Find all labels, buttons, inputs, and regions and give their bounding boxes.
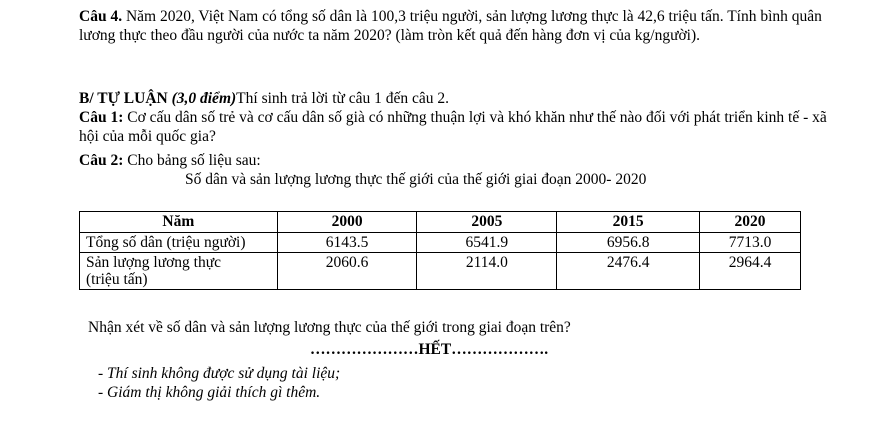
- data-table: [79, 211, 801, 290]
- population-2020: 7713.0: [700, 233, 801, 253]
- question-1: [79, 109, 839, 146]
- table-header-row: [80, 212, 801, 233]
- table-row-food-output: [80, 252, 801, 289]
- remark-question: Nhận xét về số dân và sản lượng lương thực của thế giới trong giai đoạn trên?: [88, 319, 571, 336]
- food-output-2005: 2114.0: [417, 252, 557, 289]
- question-4-text: Năm 2020, Việt Nam có tổng số dân là 100,3 triệu người, sản lượng lương thực là 42,6 triệu tấn. Tính bình quân lương thực theo đầu người của nước ta năm 2020? (làm tròn kết quả đến hàng đơn vị của kg/người).: [79, 8, 822, 44]
- header-2020: 2020: [700, 212, 801, 233]
- row-label-population: Tổng số dân (triệu người): [80, 233, 278, 253]
- question-1-text: Cơ cấu dân số trẻ và cơ cấu dân số già có những thuận lợi và khó khăn như thế nào đối với phát triển kinh tế - xã hội của mỗi quốc gia?: [79, 109, 827, 145]
- header-year: Năm: [80, 212, 278, 233]
- population-2000: 6143.5: [277, 233, 417, 253]
- population-2005: 6541.9: [417, 233, 557, 253]
- table-title: Số dân và sản lượng lương thực thế giới của thế giới giai đoạn 2000- 2020: [185, 171, 647, 188]
- food-output-2020: 2964.4: [700, 252, 801, 289]
- population-2015: 6956.8: [557, 233, 700, 253]
- essay-instruction: Thí sinh trả lời từ câu 1 đến câu 2.: [236, 90, 450, 107]
- essay-points: (3,0 điểm): [171, 90, 237, 107]
- question-2-text: Cho bảng số liệu sau:: [123, 152, 261, 169]
- question-1-label: Câu 1:: [79, 109, 124, 126]
- question-4: [79, 8, 839, 45]
- row-label-food-line2: (triệu tấn): [86, 271, 148, 288]
- end-marker: …………………HẾT……………….: [310, 341, 549, 358]
- note-no-materials: - Thí sinh không được sử dụng tài liệu;: [98, 365, 341, 382]
- header-2005: 2005: [417, 212, 557, 233]
- essay-section-heading: [79, 90, 839, 109]
- row-label-food-line1: Sản lượng lương thực: [86, 253, 222, 271]
- header-2000: 2000: [277, 212, 417, 233]
- note-no-explanation: - Giám thị không giải thích gì thêm.: [98, 384, 321, 401]
- question-2-label: Câu 2:: [79, 152, 124, 169]
- food-output-2015: 2476.4: [557, 252, 700, 289]
- question-2: [79, 152, 839, 171]
- food-output-2000: 2060.6: [277, 252, 417, 289]
- question-4-label: Câu 4.: [79, 8, 123, 25]
- row-label-food-output: [80, 252, 278, 289]
- essay-heading-label: B/ TỰ LUẬN: [79, 90, 172, 107]
- table-row-population: [80, 233, 801, 253]
- header-2015: 2015: [557, 212, 700, 233]
